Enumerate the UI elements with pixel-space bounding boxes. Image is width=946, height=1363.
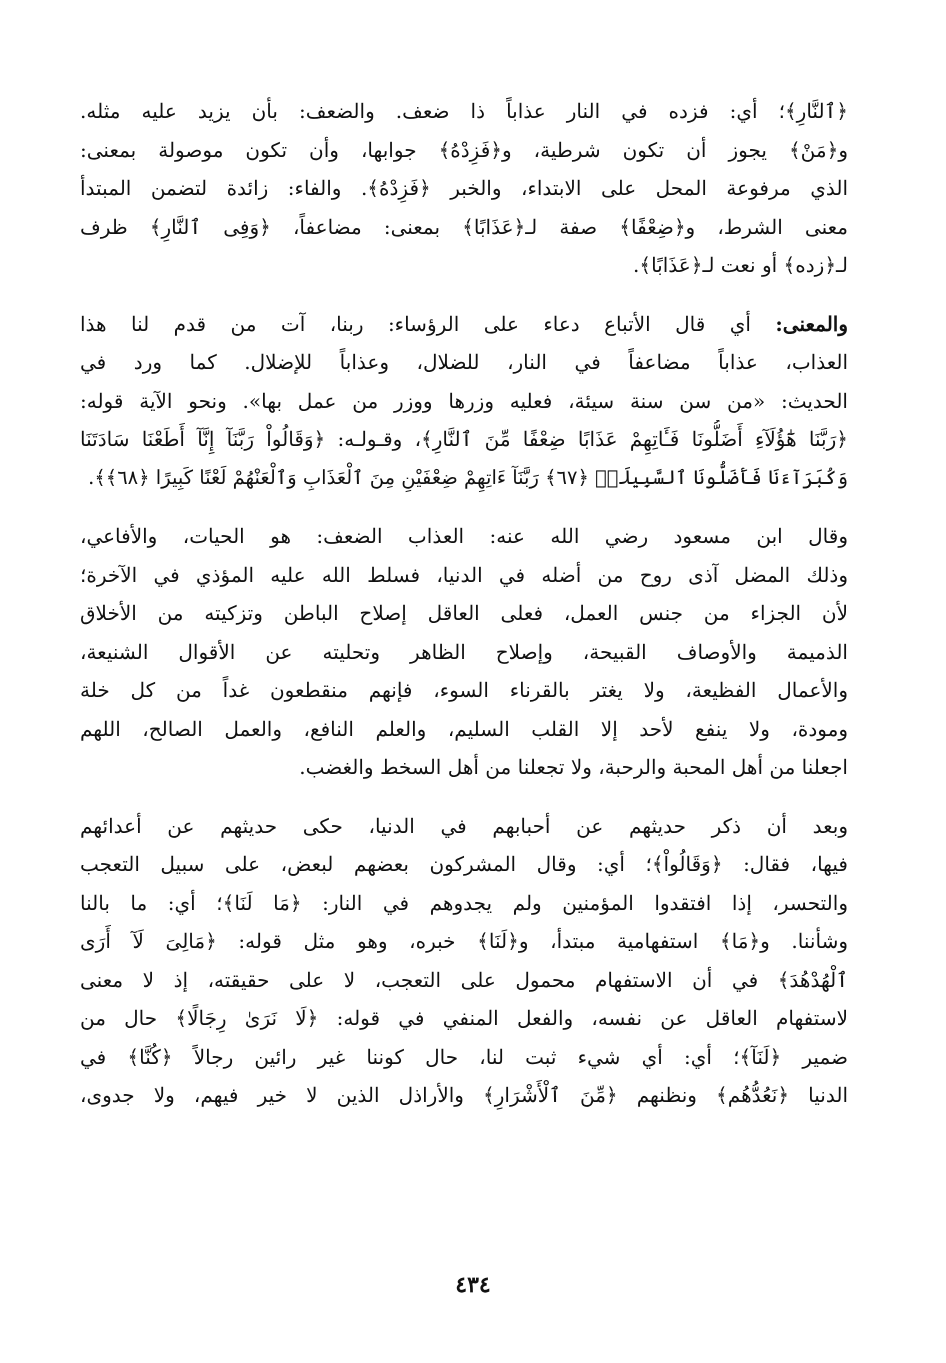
- page-body: [80, 92, 848, 1115]
- text-line: لـ﴿زده﴾ أو نعت لـ﴿عَذَابًا﴾.: [633, 253, 848, 277]
- text-line: الدنيا ﴿نَعُدُّهُم﴾ ونظنهم ﴿مِّنَ ٱلْأَشْرَارِ﴾ والأراذل الذين لا خير فيهم، ولا جدوى،: [80, 1083, 848, 1107]
- paragraph-4: [80, 807, 848, 1115]
- text-line: وبعد أن ذكر حديثهم عن أحبابهم في الدنيا، حكى حديثهم عن أعدائهم: [80, 813, 848, 838]
- paragraph-2: [80, 305, 848, 498]
- text-line: والأعمال الفظيعة، ولا يغتر بالقرناء السوء، فإنهم منقطعون غداً من كل خلة: [80, 678, 848, 702]
- paragraph-1: [80, 92, 848, 285]
- lead-word: والمعنى:: [775, 311, 848, 336]
- text-line: وقال ابن مسعود رضي الله عنه: العذاب الضعف: هو الحيات، والأفاعي،: [80, 524, 848, 548]
- text-line: ٱلْهُدْهُدَ﴾ في أن الاستفهام محمول على التعجب، لا على حقيقته، إذ لا معنى: [80, 967, 848, 992]
- text-line: اجعلنا من أهل المحبة والرحبة، ولا تجعلنا من أهل السخط والغضب.: [299, 755, 848, 779]
- text-line: فيها، فقال: ﴿وَقَالُواْ﴾؛ أي: وقال المشركون بعضهم لبعض، على سبيل التعجب: [80, 852, 848, 876]
- text-line: والتحسر، إذا افتقدوا المؤمنين ولم يجدوهم في النار: ﴿مَا لَنَا﴾؛ أي: ما بالنا: [80, 890, 848, 915]
- text-line: الذي مرفوعة المحل على الابتداء، والخبر ﴿فَزِدْهُ﴾. والفاء: زائدة لتضمن المبتدأ: [80, 176, 848, 200]
- text-line: و﴿مَنْ﴾ يجوز أن تكون شرطية، و﴿فَزِدْهُ﴾ جوابها، وأن تكون موصولة بمعنى:: [80, 137, 848, 162]
- page-number: ٤٣٤: [455, 1272, 491, 1298]
- text-line: [80, 305, 848, 344]
- paragraph-3: [80, 517, 848, 787]
- text-line: ﴿ٱلنَّارِ﴾؛ أي: فزده في النار عذاباً ذا ضعف. والضعف: بأن يزيد عليه مثله.: [80, 99, 848, 123]
- text-line: معنى الشرط، و﴿ضِعْفًا﴾ صفة لـ﴿عَذَابًا﴾ بمعنى: مضاعفاً، ﴿وَفِى ٱلنَّارِ﴾ ظرف: [80, 214, 848, 239]
- quran-line: ﴿رَبَّنَا هَٰٓؤُلَآءِ أَضَلُّونَا فَـَٔاتِهِمْ عَذَابًا ضِعْفًا مِّنَ ٱلنَّارِ﴾، وقـولـه: ﴿وَقَالُواْ رَبَّنَآ إِنَّآ أَطَعْنَا سَادَتَنَا: [80, 427, 848, 451]
- text-line: ومودة، ولا ينفع لأحد إلا القلب السليم، والعلم النافع، والعمل الصالح، اللهم: [80, 716, 848, 741]
- text-line: الذميمة والأوصاف القبيحة، وإصلاح الظاهر وتحليته عن الأقوال الشنيعة،: [80, 639, 848, 664]
- text-line: لاستفهام العاقل عن نفسه، والفعل المنفي في قوله: ﴿لَا نَرَىٰ رِجَالًا﴾ حال من: [80, 1006, 848, 1030]
- text-line: العذاب، عذاباً مضاعفاً في النار، للضلال، وعذاباً للإضلال. كما ورد في: [80, 350, 848, 374]
- quran-line: وَكُبَرَآءَنَا فَأَضَلُّونَا ٱلسَّبِيلَا۠ ﴿٦٧﴾ رَبَّنَآ ءَاتِهِمْ ضِعْفَيْنِ مِنَ ٱلْعَذَابِ وَٱلْعَنْهُمْ لَعْنًا كَبِيرًا ﴿٦٨﴾﴾.: [88, 465, 848, 489]
- text-line: لأن الجزاء من جنس العمل، فعلى العاقل إصلاح الباطن وتزكيته من الأخلاق: [80, 601, 848, 625]
- text-line: وذلك المضل آذى روح من أضله في الدنيا، فسلط الله عليه المؤذي في الآخرة؛: [80, 562, 848, 587]
- text-line: الحديث: «من سن سنة سيئة، فعليه وزرها ووزر من عمل بها». ونحو الآية قوله:: [80, 388, 848, 413]
- text-run: أي قال الأتباع دعاء على الرؤساء: ربنا، آت من قدم لنا هذا: [80, 311, 776, 336]
- text-line: وشأننا. و﴿مَا﴾ استفهامية مبتدأ، و﴿لَنَا﴾ خبره، وهو مثل قوله: ﴿مَالِىَ لَآ أَرَى: [80, 929, 848, 953]
- text-line: ضمير ﴿لَنَآ﴾؛ أي: أي شيء ثبت لنا، حال كوننا غير رائين رجالاً ﴿كُنَّا﴾ في: [80, 1044, 848, 1069]
